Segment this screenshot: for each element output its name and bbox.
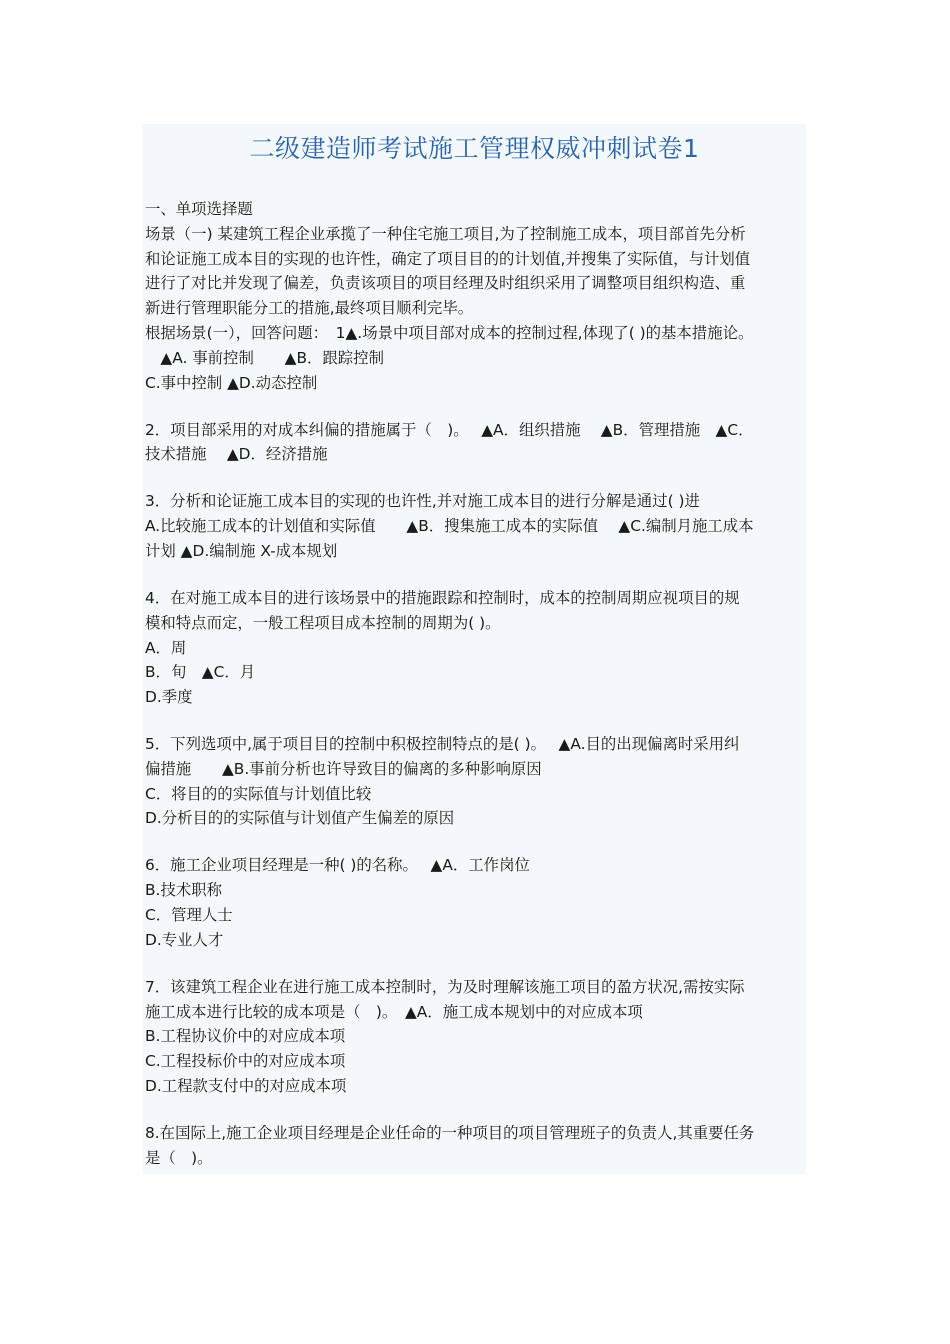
question-separator bbox=[145, 564, 813, 586]
question-block bbox=[145, 975, 813, 1099]
page-title: 二级建造师考试施工管理权威冲刺试卷1 bbox=[249, 134, 700, 163]
text-line: 模和特点而定，一般工程项目成本控制的周期为( )。 bbox=[145, 613, 501, 632]
question-separator bbox=[145, 710, 813, 732]
text-line: C．将目的的实际值与计划值比较 bbox=[145, 784, 372, 803]
text-line: C.事中控制 ▲D.动态控制 bbox=[145, 373, 318, 392]
text-line: 2．项目部采用的对成本纠偏的措施属于（ )。 ▲A．组织措施 ▲B．管理措施 ▲C． bbox=[145, 420, 754, 439]
text-line: 是（ )。 bbox=[145, 1148, 213, 1167]
question-separator bbox=[145, 831, 813, 853]
question-block bbox=[145, 489, 813, 563]
text-line: B．旬 ▲C．月 bbox=[145, 663, 256, 682]
question-separator bbox=[145, 953, 813, 975]
text-line: 进行了对比并发现了偏差，负责该项目的项目经理及时组织采用了调整项目组织构造、重 bbox=[145, 274, 746, 293]
text-line: B.技术职称 bbox=[145, 881, 223, 900]
text-line: 新进行管理职能分工的措施,最终项目顺利完毕。 bbox=[145, 299, 474, 318]
text-line: 和论证施工成本目的实现的也许性，确定了项目目的的计划值,并搜集了实际值，与计划值 bbox=[145, 249, 751, 268]
text-line: A.比较施工成本的计划值和实际值 ▲B．搜集施工成本的实际值 ▲C.编制月施工成本 bbox=[145, 517, 754, 536]
text-line: A．周 bbox=[145, 638, 187, 657]
text-line: 计划 ▲D.编制施 X-成本规划 bbox=[145, 541, 338, 560]
text-line: 偏措施 ▲B.事前分析也许导致目的偏离的多种影响原因 bbox=[145, 759, 542, 778]
text-line: D.分析目的的实际值与计划值产生偏差的原因 bbox=[145, 809, 455, 828]
text-line: 施工成本进行比较的成本项是（ )。 ▲A．施工成本规划中的对应成本项 bbox=[145, 1002, 643, 1021]
question-block bbox=[145, 418, 813, 468]
text-line: 一、单项选择题 bbox=[145, 200, 253, 218]
text-line: 6．施工企业项目经理是一种( )的名称。 ▲A．工作岗位 bbox=[145, 856, 530, 875]
question-block bbox=[145, 732, 813, 831]
question-separator bbox=[145, 467, 813, 489]
text-line: 技术措施 ▲D．经济措施 bbox=[145, 445, 328, 464]
text-line: C．管理人士 bbox=[145, 906, 233, 925]
question-block bbox=[145, 853, 813, 952]
text-line: 场景（一) 某建筑工程企业承揽了一种住宅施工项目,为了控制施工成本，项目部首先分析 bbox=[145, 224, 746, 243]
text-line: 5．下列选项中,属于项目目的控制中积极控制特点的是( )。 ▲A.目的出现偏离时采用纠 bbox=[145, 735, 740, 754]
text-line: 根据场景(一），回答问题： 1▲.场景中项目部对成本的控制过程,体现了( )的基本措施论。 bbox=[145, 323, 754, 342]
text-line: 8.在国际上,施工企业项目经理是企业任命的一种项目的项目管理班子的负责人,其重要任务 bbox=[145, 1124, 755, 1143]
text-line: ▲A. 事前控制 ▲B．跟踪控制 bbox=[145, 348, 384, 367]
text-line: D.季度 bbox=[145, 688, 193, 707]
section-intro-block bbox=[145, 197, 813, 395]
document-body bbox=[145, 197, 813, 1171]
question-block bbox=[145, 1121, 813, 1171]
text-line: D.工程款支付中的对应成本项 bbox=[145, 1077, 347, 1096]
text-line: 4．在对施工成本目的进行该场景中的措施跟踪和控制时，成本的控制周期应视项目的规 bbox=[145, 588, 740, 607]
text-line: 3．分析和论证施工成本目的实现的也许性,并对施工成本目的进行分解是通过( )进 bbox=[145, 492, 700, 511]
question-separator bbox=[145, 1099, 813, 1121]
text-line: D.专业人才 bbox=[145, 930, 224, 949]
question-separator bbox=[145, 395, 813, 417]
text-line: C.工程投标价中的对应成本项 bbox=[145, 1052, 346, 1071]
question-block bbox=[145, 586, 813, 710]
text-line: B.工程协议价中的对应成本项 bbox=[145, 1027, 346, 1046]
text-line: 7．该建筑工程企业在进行施工成本控制时，为及时理解该施工项目的盈方状况,需按实际 bbox=[145, 977, 745, 996]
